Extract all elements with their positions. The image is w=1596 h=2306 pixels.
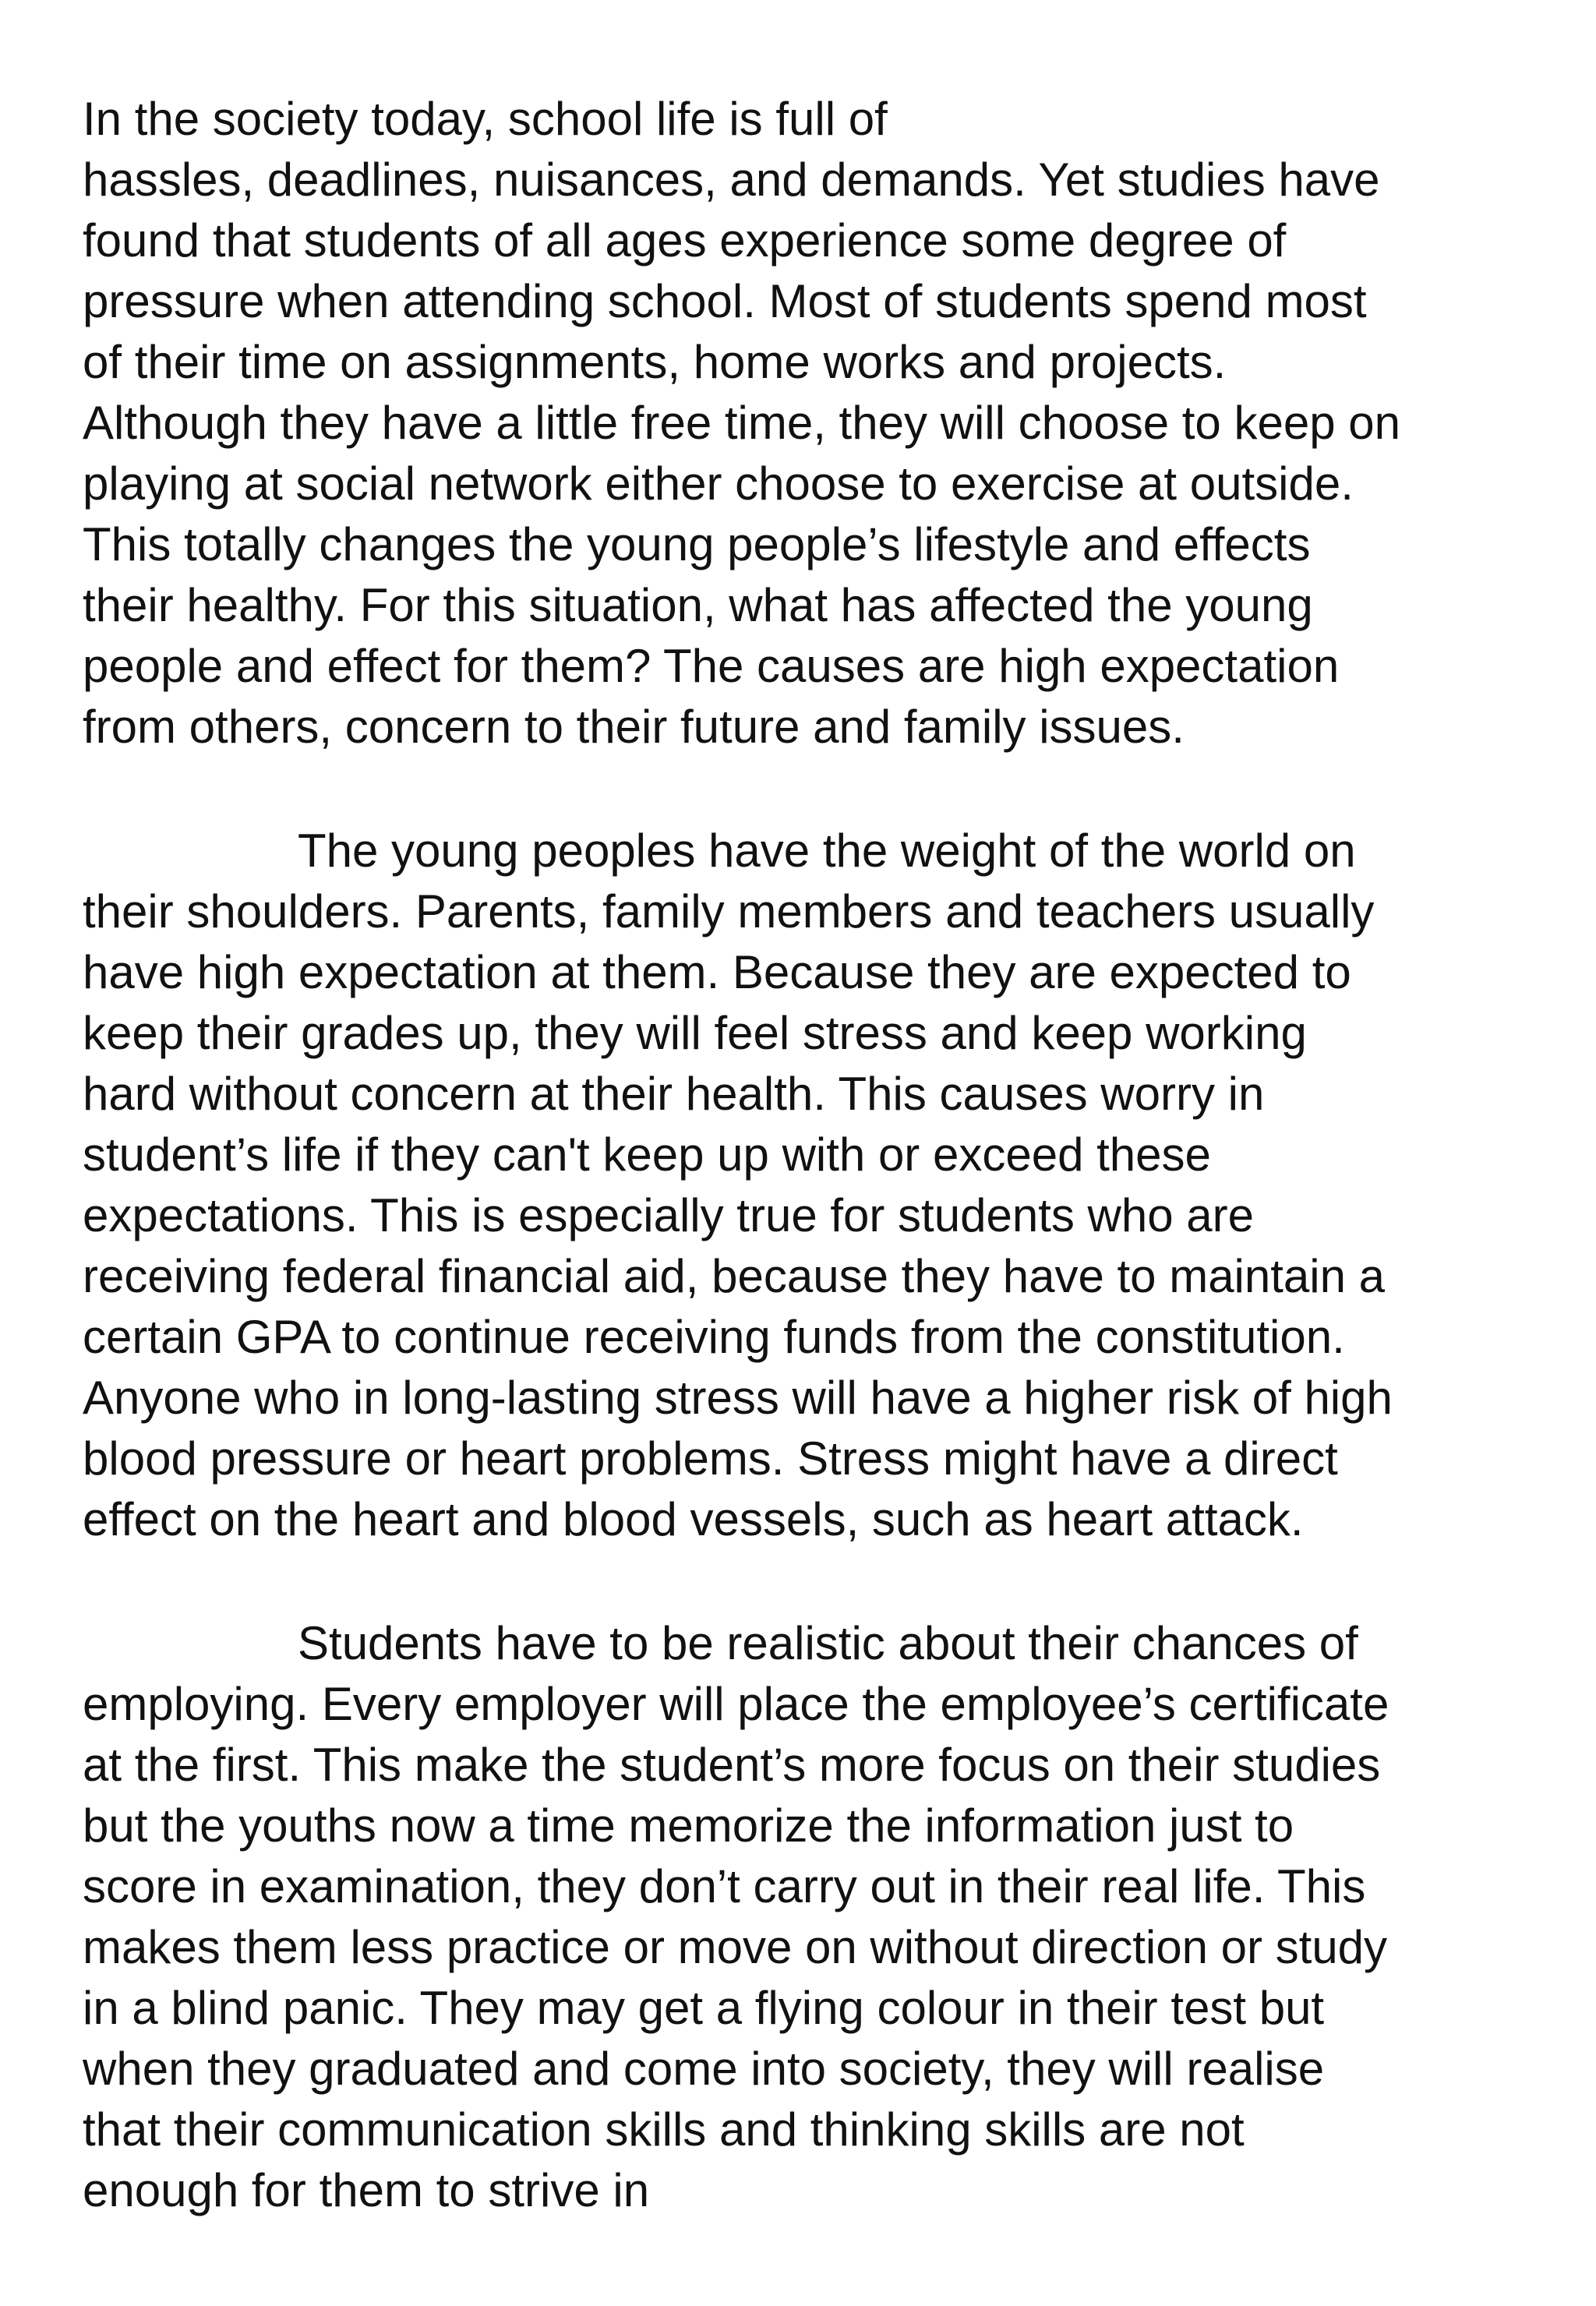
paragraph-3 [83, 1613, 1563, 2221]
text-line: playing at social network either choose to exercise at outside. [83, 457, 1354, 510]
text-line: employing. Every employer will place the employee’s certificate [83, 1678, 1389, 1730]
text-line: when they graduated and come into society, they will realise [83, 2043, 1325, 2095]
text-line: people and effect for them? The causes are high expectation [83, 640, 1340, 692]
text-line: their shoulders. Parents, family members and teachers usually [83, 885, 1375, 938]
text-line: expectations. This is especially true for students who are [83, 1189, 1254, 1241]
text-line-indented: The young peoples have the weight of the world on [298, 825, 1356, 877]
text-line: have high expectation at them. Because they are expected to [83, 946, 1351, 998]
paragraph-1 [83, 89, 1563, 757]
text-line: certain GPA to continue receiving funds from the constitution. [83, 1311, 1345, 1363]
text-line: that their communication skills and thinking skills are not [83, 2103, 1245, 2156]
text-line: from others, concern to their future and family issues. [83, 701, 1185, 753]
text-line: found that students of all ages experience some degree of [83, 214, 1287, 267]
text-line: keep their grades up, they will feel stress and keep working [83, 1007, 1307, 1059]
paragraph-2 [83, 821, 1563, 1550]
text-line: Although they have a little free time, they will choose to keep on [83, 397, 1400, 449]
text-line: effect on the heart and blood vessels, such as heart attack. [83, 1493, 1304, 1545]
text-line: blood pressure or heart problems. Stress might have a direct [83, 1432, 1338, 1485]
text-line: but the youths now a time memorize the information just to [83, 1799, 1294, 1852]
text-line: Anyone who in long-lasting stress will have a higher risk of high [83, 1372, 1393, 1424]
text-line: of their time on assignments, home works and projects. [83, 336, 1227, 388]
text-line-indented: Students have to be realistic about their chances of [298, 1617, 1358, 1669]
text-line: In the society today, school life is full of [83, 93, 888, 145]
text-line: in a blind panic. They may get a flying colour in their test but [83, 1982, 1325, 2034]
text-line: This totally changes the young people’s lifestyle and effects [83, 518, 1311, 570]
text-line: makes them less practice or move on without direction or study [83, 1921, 1388, 1973]
text-line: at the first. This make the student’s more focus on their studies [83, 1739, 1381, 1791]
text-line: score in examination, they don’t carry out in their real life. This [83, 1860, 1366, 1912]
text-line: hassles, deadlines, nuisances, and demands. Yet studies have [83, 154, 1380, 206]
text-line: their healthy. For this situation, what has affected the young [83, 579, 1313, 631]
text-line: hard without concern at their health. This causes worry in [83, 1068, 1265, 1120]
text-line: enough for them to strive in [83, 2164, 650, 2216]
text-line: student’s life if they can't keep up with or exceed these [83, 1128, 1211, 1181]
text-line: receiving federal financial aid, because they have to maintain a [83, 1250, 1386, 1302]
text-line: pressure when attending school. Most of students spend most [83, 275, 1367, 327]
